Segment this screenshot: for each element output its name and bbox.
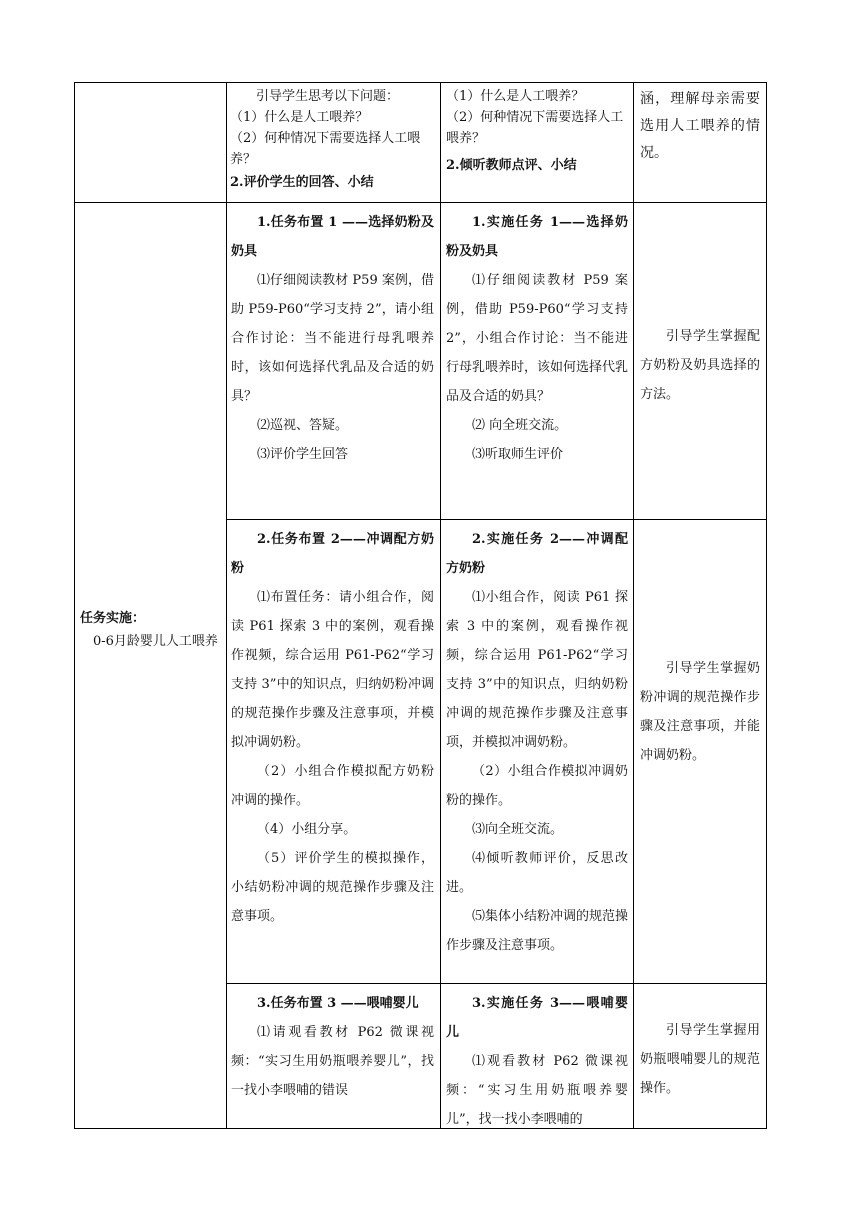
task2-student-step: ⑶向全班交流。 — [472, 822, 564, 837]
row1-student-line: （1）什么是人工喂养？ — [446, 89, 585, 104]
task1-teacher-title: 1.任务布置 1 ——选择奶粉及奶具 — [231, 215, 434, 259]
task1-teacher-cell — [231, 208, 434, 469]
task2-intent-cell — [640, 654, 760, 770]
task1-teacher-step: ⑵巡视、答疑。 — [257, 418, 349, 433]
task2-student-step: （2）小组合作模拟冲调奶粉的操作。 — [446, 764, 628, 808]
section-label-cell — [80, 607, 220, 653]
task1-intent-text: 引导学生掌握配方奶粉及奶具选择的方法。 — [640, 329, 760, 402]
task3-intent-text: 引导学生掌握用奶瓶喂哺婴儿的规范操作。 — [640, 1023, 760, 1096]
task1-student-step: ⑵ 向全班交流。 — [472, 418, 568, 433]
row1-teacher-line: （2）何种情况下需要选择人工喂养？ — [230, 131, 421, 167]
section-title: 任务实施： — [80, 611, 146, 626]
task2-teacher-step: ⑴布置任务：请小组合作，阅读 P61 探索 3 中的案例，观看操作视频，综合运用 P61-P62“学习支持 3”中的知识点，归纳奶粉冲调的规范操作步骤及注意事项，并模拟冲调奶粉。 — [231, 590, 434, 750]
table-border-left — [74, 82, 75, 1129]
task3-student-cell — [446, 989, 628, 1126]
row1-teacher-line: （1）什么是人工喂养？ — [230, 110, 369, 125]
task1-student-step: ⑴仔细阅读教材 P59 案例，借助 P59-P60“学习支持 2”，小组合作讨论：当不能进行母乳喂养时，该如何选择代乳品及合适的奶具？ — [446, 273, 629, 404]
row1-student-line: （2）何种情况下需要选择人工喂养？ — [446, 110, 624, 146]
row-divider-1 — [74, 202, 767, 203]
row1-teacher-line: 引导学生思考以下问题： — [256, 89, 400, 104]
task3-intent-cell — [640, 1016, 760, 1103]
task3-student-title: 3.实施任务 3——喂哺婴儿 — [446, 996, 628, 1040]
row1-teacher-cell — [230, 86, 436, 193]
task2-teacher-step: （2）小组合作模拟配方奶粉冲调的操作。 — [231, 764, 434, 808]
row1-student-summary: 2.倾听教师点评、小结 — [446, 158, 577, 173]
task2-teacher-cell — [231, 525, 434, 931]
task2-student-cell — [446, 525, 628, 960]
col-divider-3 — [633, 82, 634, 1129]
task2-intent-text: 引导学生掌握奶粉冲调的规范操作步骤及注意事项，并能冲调奶粉。 — [640, 661, 760, 763]
task3-student-step: ⑴观看教材 P62 微课视频：“实习生用奶瓶喂养婴儿”，找一找小李喂哺的 — [446, 1054, 628, 1126]
table-border-top — [74, 82, 767, 83]
task1-student-title: 1.实施任务 1——选择奶粉及奶具 — [446, 215, 628, 259]
task1-intent-cell — [640, 322, 760, 409]
row-divider-3 — [226, 983, 767, 984]
col-divider-1 — [226, 82, 227, 1129]
section-subtitle: 0-6月龄婴儿人工喂养 — [93, 634, 218, 649]
table-border-right — [766, 82, 767, 1129]
task3-teacher-step: ⑴请观看教材 P62 微课视频：“实习生用奶瓶喂养婴儿”，找一找小李喂哺的错误 — [231, 1025, 434, 1098]
row1-teacher-summary: 2.评价学生的回答、小结 — [230, 175, 374, 190]
task3-teacher-title: 3.任务布置 3 ——喂哺婴儿 — [257, 996, 419, 1011]
task1-teacher-step: ⑶评价学生回答 — [257, 447, 349, 462]
task2-teacher-title: 2.任务布置 2——冲调配方奶粉 — [231, 532, 434, 576]
task2-student-title: 2.实施任务 2——冲调配方奶粉 — [446, 532, 628, 576]
task2-teacher-step: （5）评价学生的模拟操作，小结奶粉冲调的规范操作步骤及注意事项。 — [231, 851, 434, 924]
row1-student-cell — [446, 86, 629, 176]
task1-student-step: ⑶听取师生评价 — [472, 447, 564, 462]
task2-student-step: ⑴小组合作，阅读 P61 探索 3 中的案例，观看操作视频，综合运用 P61-P62“学习支持 3”中的知识点，归纳奶粉冲调的规范操作步骤及注意事项，并模拟冲调奶粉。 — [446, 590, 628, 750]
task3-teacher-cell — [231, 989, 434, 1126]
task2-student-step: ⑷倾听教师评价，反思改进。 — [446, 851, 628, 895]
task1-student-cell — [446, 208, 628, 469]
task1-teacher-step: ⑴仔细阅读教材 P59 案例，借助 P59-P60“学习支持 2”，请小组合作讨论：当不能进行母乳喂养时，该如何选择代乳品及合适的奶具？ — [231, 273, 434, 404]
row-divider-2 — [226, 519, 767, 520]
row1-intent-text: 涵，理解母亲需要选用人工喂养的情况。 — [640, 91, 760, 161]
row1-intent-cell — [640, 86, 760, 167]
task2-student-step: ⑸集体小结粉冲调的规范操作步骤及注意事项。 — [446, 909, 629, 953]
col-divider-2 — [440, 82, 441, 1129]
table-border-bottom — [74, 1128, 767, 1129]
task2-teacher-step: （4）小组分享。 — [257, 822, 357, 837]
